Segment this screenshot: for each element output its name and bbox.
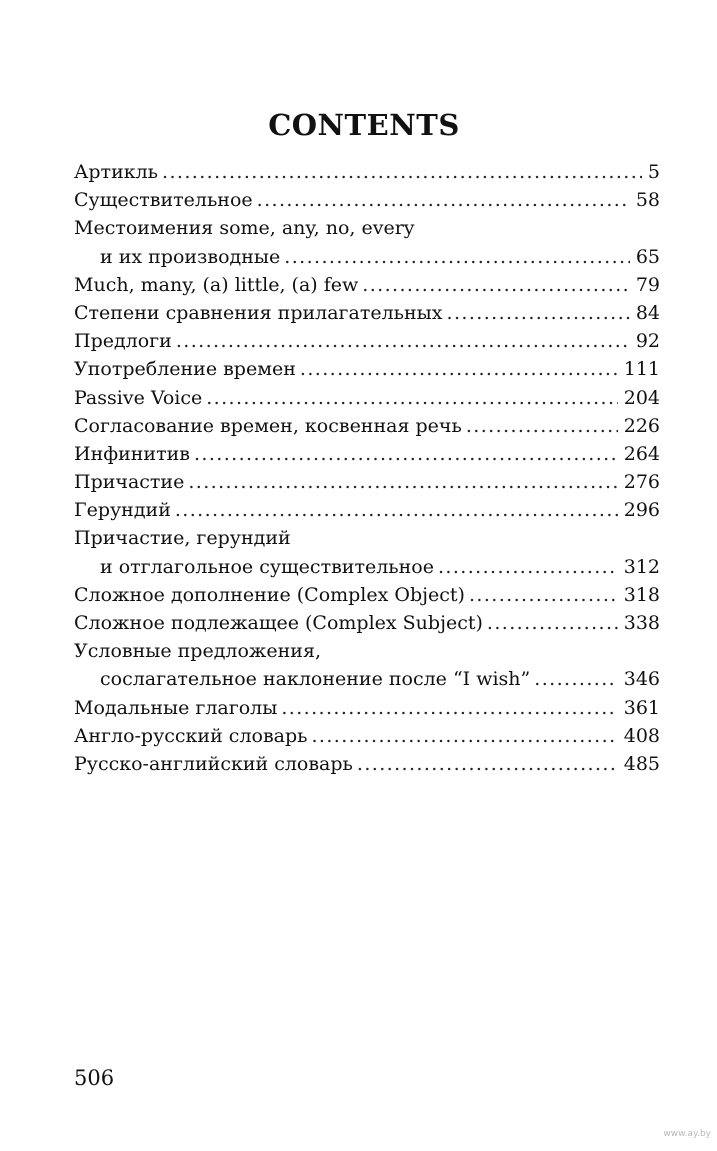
toc-entry-label: Much, many, (a) little, (a) few: [74, 273, 359, 296]
dot-leader: [311, 722, 617, 750]
dot-leader: [487, 609, 618, 637]
toc-entry-page: 408: [623, 724, 660, 747]
toc-entry-label: Инфинитив: [74, 442, 190, 465]
toc-entry-russian-english-dictionary: [74, 750, 660, 778]
toc-entry-page: 296: [623, 499, 660, 522]
toc-entry-page: 204: [623, 386, 660, 409]
toc-entry-complex-object: [74, 581, 660, 609]
toc-entry-label: и их производные: [100, 245, 281, 268]
toc-entry-infinitive: [74, 440, 660, 468]
toc-entry-label: Герундий: [74, 499, 171, 522]
toc-entry-label: Предлоги: [74, 330, 172, 353]
toc-entry-participle-gerund-continued: [74, 553, 660, 581]
toc-entry-label: Степени сравнения прилагательных: [74, 301, 443, 324]
toc-entry-label: Причастие: [74, 471, 185, 494]
dot-leader: [362, 271, 630, 299]
dot-leader: [175, 496, 618, 524]
dot-leader: [206, 384, 618, 412]
dot-leader: [469, 581, 618, 609]
toc-entry-noun: [74, 186, 660, 214]
toc-entry-label: Артикль: [74, 161, 159, 183]
toc-entry-page: 346: [623, 668, 660, 691]
toc-entry-label: Условные предложения,: [74, 640, 321, 663]
dot-leader: [257, 186, 630, 214]
dot-leader: [300, 355, 618, 383]
toc-entry-page: 79: [635, 273, 660, 296]
dot-leader: [194, 440, 618, 468]
toc-entry-participle-gerund: [74, 524, 660, 552]
toc-entry-label: и отглагольное существительное: [100, 555, 434, 578]
dot-leader: [466, 412, 618, 440]
toc-entry-much-many: [74, 271, 660, 299]
toc-entry-sequence-of-tenses: [74, 412, 660, 440]
toc-entry-page: 84: [635, 301, 660, 324]
toc-entry-page: 312: [623, 555, 660, 578]
dot-leader: [438, 553, 618, 581]
toc-entry-page: 5: [647, 161, 660, 183]
toc-entry-degrees-of-comparison: [74, 299, 660, 327]
toc-entry-page: 58: [635, 189, 660, 212]
toc-entry-passive-voice: [74, 384, 660, 412]
toc-entry-page: 65: [635, 245, 660, 268]
dot-leader: [176, 327, 630, 355]
toc-entry-page: 338: [623, 612, 660, 634]
toc-entry-label: Русско-английский словарь: [74, 752, 353, 775]
toc-entry-complex-subject: [74, 609, 660, 637]
toc-entry-page: 318: [623, 583, 660, 606]
table-of-contents: [74, 158, 660, 778]
toc-entry-label: Существительное: [74, 189, 253, 212]
page-number: 506: [74, 1066, 115, 1090]
toc-entry-pronouns-continued: [74, 243, 660, 271]
toc-entry-label: сослагательное наклонение после “I wish”: [100, 668, 531, 691]
toc-entry-label: Местоимения some, any, no, every: [74, 217, 415, 240]
toc-entry-tenses: [74, 355, 660, 383]
toc-entry-pronouns: [74, 214, 660, 242]
dot-leader: [534, 665, 617, 693]
toc-entry-label: Согласование времен, косвенная речь: [74, 414, 462, 437]
dot-leader: [357, 750, 618, 778]
toc-entry-page: 485: [623, 752, 660, 775]
contents-heading: CONTENTS: [268, 108, 460, 142]
toc-entry-conditionals-continued: [74, 665, 660, 693]
toc-entry-label: Passive Voice: [74, 386, 203, 409]
toc-entry-label: Сложное подлежащее (Complex Subject): [74, 612, 483, 634]
toc-entry-page: 111: [623, 358, 660, 381]
toc-entry-prepositions: [74, 327, 660, 355]
toc-entry-modal-verbs: [74, 694, 660, 722]
toc-entry-label: Сложное дополнение (Complex Object): [74, 583, 465, 606]
toc-entry-label: Англо-русский словарь: [74, 724, 308, 747]
toc-entry-page: 276: [623, 471, 660, 494]
toc-entry-article: [74, 158, 660, 186]
toc-entry-label: Употребление времен: [74, 358, 296, 381]
toc-entry-participle: [74, 468, 660, 496]
dot-leader: [281, 694, 617, 722]
toc-entry-english-russian-dictionary: [74, 722, 660, 750]
toc-entry-label: Причастие, герундий: [74, 527, 291, 550]
dot-leader: [162, 158, 642, 186]
toc-entry-page: 226: [623, 414, 660, 437]
watermark: www.ay.by: [663, 1129, 711, 1139]
toc-entry-page: 264: [623, 442, 660, 465]
dot-leader: [188, 468, 617, 496]
dot-leader: [447, 299, 630, 327]
toc-entry-page: 361: [623, 696, 660, 719]
toc-entry-page: 92: [635, 330, 660, 353]
dot-leader: [284, 243, 630, 271]
toc-entry-label: Модальные глаголы: [74, 696, 278, 719]
toc-entry-gerund: [74, 496, 660, 524]
toc-entry-conditionals: [74, 637, 660, 665]
